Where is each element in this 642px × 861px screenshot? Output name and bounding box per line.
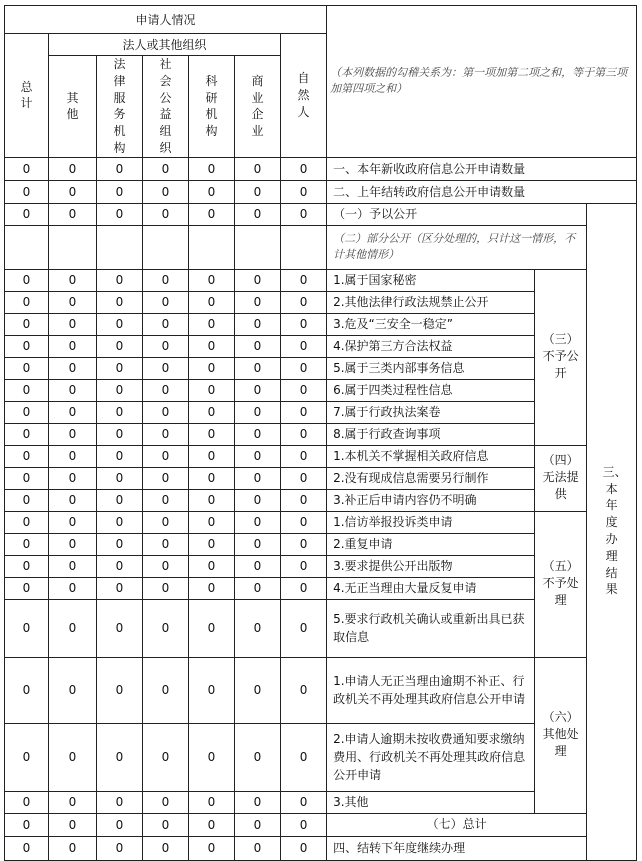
value-cell: 0 — [5, 599, 49, 657]
value-cell: 0 — [49, 657, 97, 723]
grand-total-label: （七）总计 — [327, 813, 587, 836]
value-cell — [49, 225, 97, 269]
value-cell: 0 — [97, 791, 143, 813]
item-label: 3.补正后申请内容仍不明确 — [327, 489, 535, 511]
item-label: 1.属于国家秘密 — [327, 269, 535, 291]
item-label: 2.其他法律行政法规禁止公开 — [327, 291, 535, 313]
value-cell: 0 — [189, 401, 235, 423]
value-cell: 0 — [281, 511, 327, 533]
value-cell: 0 — [49, 511, 97, 533]
value-cell: 0 — [49, 335, 97, 357]
value-cell — [5, 225, 49, 269]
value-cell: 0 — [235, 445, 281, 467]
item-label: 3.其他 — [327, 791, 535, 813]
value-cell: 0 — [143, 180, 189, 203]
value-cell: 0 — [5, 467, 49, 489]
value-cell: 0 — [281, 791, 327, 813]
value-cell: 0 — [281, 335, 327, 357]
value-cell: 0 — [235, 357, 281, 379]
value-cell — [97, 225, 143, 269]
value-cell: 0 — [49, 533, 97, 555]
value-cell: 0 — [49, 180, 97, 203]
value-cell: 0 — [97, 423, 143, 445]
value-cell: 0 — [189, 203, 235, 225]
value-cell: 0 — [281, 423, 327, 445]
value-cell: 0 — [5, 157, 49, 180]
natural-person-header: 自然人 — [281, 34, 327, 158]
value-cell — [189, 225, 235, 269]
value-cell: 0 — [5, 533, 49, 555]
org-type-legal-service-header: 法律服务机构 — [97, 56, 143, 158]
value-cell: 0 — [97, 836, 143, 860]
value-cell: 0 — [97, 203, 143, 225]
row-g5-item — [5, 511, 637, 533]
value-cell: 0 — [143, 577, 189, 599]
value-cell: 0 — [143, 489, 189, 511]
item-label: 5.属于三类内部事务信息 — [327, 357, 535, 379]
row-g4-item — [5, 445, 637, 467]
value-cell: 0 — [5, 723, 49, 791]
row-partially-disclosed — [5, 225, 637, 269]
value-cell: 0 — [143, 836, 189, 860]
total-header: 总计 — [5, 34, 49, 158]
value-cell: 0 — [5, 555, 49, 577]
row-grand-total — [5, 813, 637, 836]
value-cell: 0 — [5, 423, 49, 445]
value-cell: 0 — [143, 657, 189, 723]
value-cell: 0 — [235, 423, 281, 445]
value-cell: 0 — [189, 555, 235, 577]
value-cell: 0 — [189, 335, 235, 357]
annual-results-section-label: 三、本年度办理结果 — [587, 203, 637, 860]
value-cell: 0 — [189, 379, 235, 401]
value-cell: 0 — [5, 357, 49, 379]
legal-orgs-header: 法人或其他组织 — [49, 34, 281, 56]
value-cell: 0 — [5, 836, 49, 860]
value-cell: 0 — [189, 836, 235, 860]
value-cell: 0 — [235, 313, 281, 335]
value-cell: 0 — [281, 357, 327, 379]
value-cell: 0 — [49, 401, 97, 423]
value-cell: 0 — [143, 269, 189, 291]
value-cell: 0 — [189, 791, 235, 813]
value-cell: 0 — [235, 157, 281, 180]
value-cell: 0 — [235, 511, 281, 533]
value-cell: 0 — [189, 423, 235, 445]
value-cell: 0 — [235, 269, 281, 291]
value-cell: 0 — [5, 577, 49, 599]
value-cell — [281, 225, 327, 269]
disclosure-statistics-table — [4, 5, 637, 861]
item-label: 7.属于行政执法案卷 — [327, 401, 535, 423]
item-label: 3.危及“三安全一稳定” — [327, 313, 535, 335]
value-cell: 0 — [235, 813, 281, 836]
value-cell: 0 — [49, 577, 97, 599]
value-cell: 0 — [235, 180, 281, 203]
value-cell: 0 — [5, 489, 49, 511]
value-cell: 0 — [49, 379, 97, 401]
value-cell: 0 — [5, 269, 49, 291]
value-cell: 0 — [189, 467, 235, 489]
item-label: 1.本机关不掌握相关政府信息 — [327, 445, 535, 467]
value-cell: 0 — [49, 467, 97, 489]
value-cell: 0 — [189, 657, 235, 723]
value-cell: 0 — [235, 467, 281, 489]
value-cell: 0 — [281, 313, 327, 335]
value-cell: 0 — [235, 657, 281, 723]
value-cell: 0 — [281, 157, 327, 180]
item-label: 2.重复申请 — [327, 533, 535, 555]
value-cell: 0 — [189, 577, 235, 599]
value-cell: 0 — [97, 723, 143, 791]
value-cell: 0 — [49, 157, 97, 180]
value-cell: 0 — [97, 489, 143, 511]
unable-to-provide-category: （四）无法提供 — [535, 445, 587, 511]
value-cell: 0 — [235, 291, 281, 313]
check-relation-note: （本列数据的勾稽关系为：第一项加第二项之和，等于第三项加第四项之和） — [327, 6, 637, 158]
value-cell: 0 — [97, 269, 143, 291]
value-cell: 0 — [281, 401, 327, 423]
value-cell: 0 — [49, 555, 97, 577]
value-cell: 0 — [97, 467, 143, 489]
government-info-disclosure-table-sheet — [4, 5, 636, 856]
value-cell: 0 — [235, 401, 281, 423]
value-cell: 0 — [49, 203, 97, 225]
value-cell: 0 — [235, 599, 281, 657]
value-cell: 0 — [97, 291, 143, 313]
value-cell: 0 — [5, 335, 49, 357]
value-cell: 0 — [143, 599, 189, 657]
value-cell: 0 — [143, 379, 189, 401]
value-cell: 0 — [143, 313, 189, 335]
value-cell: 0 — [97, 813, 143, 836]
value-cell: 0 — [189, 489, 235, 511]
value-cell: 0 — [189, 313, 235, 335]
value-cell: 0 — [97, 180, 143, 203]
value-cell: 0 — [49, 313, 97, 335]
value-cell: 0 — [189, 157, 235, 180]
value-cell: 0 — [281, 180, 327, 203]
value-cell: 0 — [49, 291, 97, 313]
org-type-research-header: 科研机构 — [189, 56, 235, 158]
value-cell: 0 — [235, 836, 281, 860]
value-cell: 0 — [143, 555, 189, 577]
value-cell: 0 — [5, 791, 49, 813]
item-label: 8.属于行政查询事项 — [327, 423, 535, 445]
value-cell: 0 — [143, 467, 189, 489]
value-cell: 0 — [189, 291, 235, 313]
value-cell: 0 — [5, 313, 49, 335]
value-cell: 0 — [49, 599, 97, 657]
value-cell: 0 — [5, 203, 49, 225]
value-cell: 0 — [281, 467, 327, 489]
value-cell: 0 — [235, 555, 281, 577]
value-cell: 0 — [235, 723, 281, 791]
value-cell: 0 — [49, 489, 97, 511]
row-carried-over — [5, 180, 637, 203]
value-cell: 0 — [189, 723, 235, 791]
value-cell: 0 — [189, 533, 235, 555]
value-cell: 0 — [143, 511, 189, 533]
value-cell: 0 — [143, 723, 189, 791]
value-cell — [235, 225, 281, 269]
carried-over-label: 二、上年结转政府信息公开申请数量 — [327, 180, 637, 203]
not-processed-category: （五）不予处理 — [535, 511, 587, 657]
value-cell — [143, 225, 189, 269]
item-label: 3.要求提供公开出版物 — [327, 555, 535, 577]
value-cell: 0 — [5, 445, 49, 467]
value-cell: 0 — [235, 203, 281, 225]
value-cell: 0 — [235, 379, 281, 401]
item-label: 2.没有现成信息需要另行制作 — [327, 467, 535, 489]
row-carry-forward — [5, 836, 637, 860]
value-cell: 0 — [49, 723, 97, 791]
value-cell: 0 — [143, 291, 189, 313]
not-disclosed-category: （三）不予公开 — [535, 269, 587, 445]
value-cell: 0 — [97, 313, 143, 335]
table-body — [5, 6, 637, 861]
row-g6-item — [5, 657, 637, 723]
value-cell: 0 — [235, 791, 281, 813]
item-label: 2.申请人逾期未按收费通知要求缴纳费用、行政机关不再处理其政府信息公开申请 — [327, 723, 535, 791]
value-cell: 0 — [49, 423, 97, 445]
value-cell: 0 — [281, 489, 327, 511]
value-cell: 0 — [97, 335, 143, 357]
value-cell: 0 — [281, 657, 327, 723]
value-cell: 0 — [49, 269, 97, 291]
value-cell: 0 — [5, 511, 49, 533]
value-cell: 0 — [143, 445, 189, 467]
value-cell: 0 — [97, 533, 143, 555]
value-cell: 0 — [189, 599, 235, 657]
value-cell: 0 — [189, 180, 235, 203]
value-cell: 0 — [143, 203, 189, 225]
org-type-business-header: 商业企业 — [235, 56, 281, 158]
value-cell: 0 — [97, 445, 143, 467]
header-row-1 — [5, 6, 637, 34]
value-cell: 0 — [49, 791, 97, 813]
value-cell: 0 — [281, 445, 327, 467]
other-handling-category: （六）其他处理 — [535, 657, 587, 813]
value-cell: 0 — [49, 357, 97, 379]
org-type-other-header: 其他 — [49, 56, 97, 158]
value-cell: 0 — [281, 379, 327, 401]
item-label: 6.属于四类过程性信息 — [327, 379, 535, 401]
value-cell: 0 — [5, 291, 49, 313]
value-cell: 0 — [97, 157, 143, 180]
value-cell: 0 — [189, 511, 235, 533]
value-cell: 0 — [143, 813, 189, 836]
value-cell: 0 — [281, 813, 327, 836]
value-cell: 0 — [281, 577, 327, 599]
row-new-applications — [5, 157, 637, 180]
value-cell: 0 — [281, 599, 327, 657]
value-cell: 0 — [281, 291, 327, 313]
value-cell: 0 — [5, 180, 49, 203]
item-label: 4.保护第三方合法权益 — [327, 335, 535, 357]
value-cell: 0 — [97, 577, 143, 599]
item-label: 4.无正当理由大量反复申请 — [327, 577, 535, 599]
value-cell: 0 — [97, 599, 143, 657]
value-cell: 0 — [235, 335, 281, 357]
item-label: 5.要求行政机关确认或重新出具已获取信息 — [327, 599, 535, 657]
value-cell: 0 — [5, 379, 49, 401]
carry-forward-label: 四、结转下年度继续办理 — [327, 836, 637, 860]
value-cell: 0 — [143, 157, 189, 180]
value-cell: 0 — [97, 657, 143, 723]
value-cell: 0 — [189, 813, 235, 836]
row-g3-item — [5, 269, 637, 291]
value-cell: 0 — [235, 577, 281, 599]
value-cell: 0 — [143, 335, 189, 357]
item-label: 1.信访举报投诉类申请 — [327, 511, 535, 533]
value-cell: 0 — [281, 836, 327, 860]
value-cell: 0 — [189, 357, 235, 379]
value-cell: 0 — [143, 357, 189, 379]
applicant-status-header: 申请人情况 — [5, 6, 327, 34]
value-cell: 0 — [235, 489, 281, 511]
value-cell: 0 — [189, 269, 235, 291]
value-cell: 0 — [281, 269, 327, 291]
value-cell: 0 — [143, 791, 189, 813]
value-cell: 0 — [189, 445, 235, 467]
item-label: 1.申请人无正当理由逾期不补正、行政机关不再处理其政府信息公开申请 — [327, 657, 535, 723]
value-cell: 0 — [49, 836, 97, 860]
new-applications-label: 一、本年新收政府信息公开申请数量 — [327, 157, 637, 180]
value-cell: 0 — [143, 533, 189, 555]
value-cell: 0 — [97, 357, 143, 379]
row-disclosed — [5, 203, 637, 225]
value-cell: 0 — [281, 533, 327, 555]
value-cell: 0 — [235, 533, 281, 555]
value-cell: 0 — [97, 555, 143, 577]
value-cell: 0 — [143, 423, 189, 445]
value-cell: 0 — [5, 657, 49, 723]
org-type-public-welfare-header: 社会公益组织 — [143, 56, 189, 158]
partially-disclosed-label: （二）部分公开（区分处理的，只计这一情形，不计其他情形） — [327, 225, 587, 269]
value-cell: 0 — [5, 813, 49, 836]
value-cell: 0 — [281, 723, 327, 791]
value-cell: 0 — [49, 813, 97, 836]
value-cell: 0 — [97, 511, 143, 533]
value-cell: 0 — [281, 203, 327, 225]
value-cell: 0 — [97, 401, 143, 423]
value-cell: 0 — [143, 401, 189, 423]
disclosed-label: （一）予以公开 — [327, 203, 587, 225]
value-cell: 0 — [5, 401, 49, 423]
value-cell: 0 — [97, 379, 143, 401]
value-cell: 0 — [49, 445, 97, 467]
value-cell: 0 — [281, 555, 327, 577]
